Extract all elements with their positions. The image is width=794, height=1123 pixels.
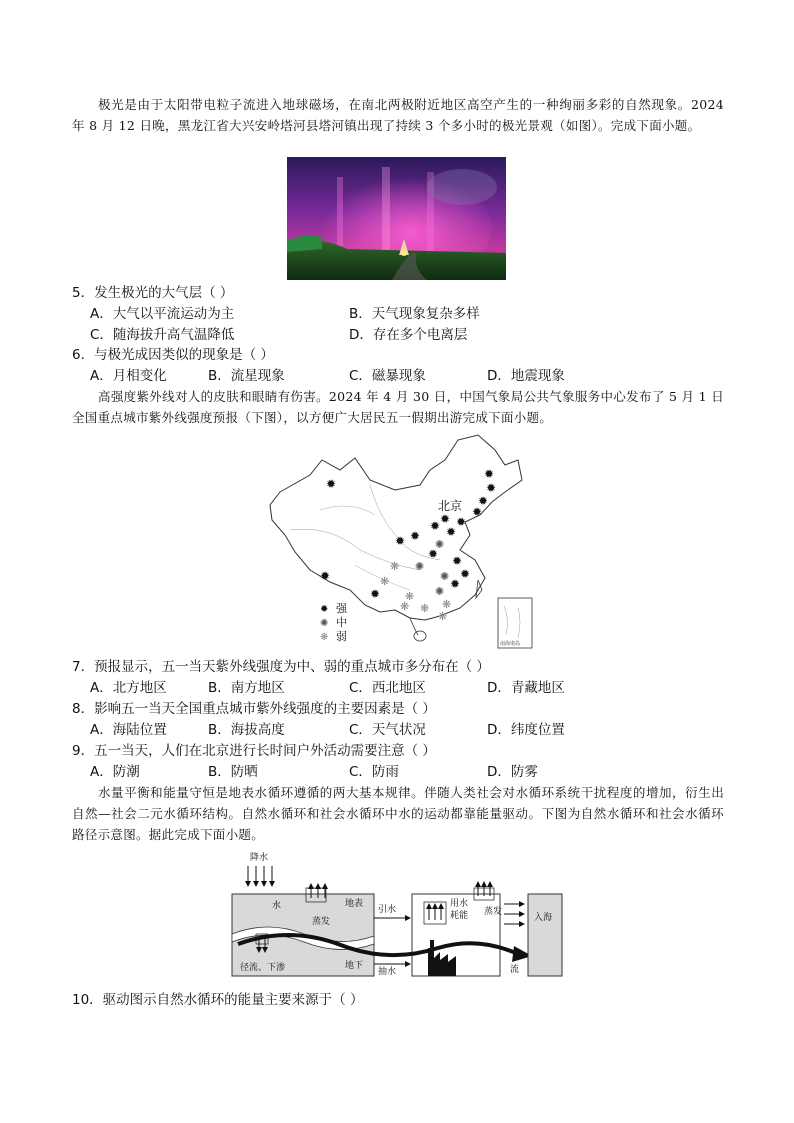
uv-marker-strong: ✹ xyxy=(478,494,489,508)
question-8-option-b: B．海拔高度 xyxy=(208,722,285,738)
uv-marker-strong: ✹ xyxy=(428,547,439,561)
uv-marker-medium: ✺ xyxy=(415,560,425,573)
uv-marker-strong: ✹ xyxy=(326,477,337,491)
question-7-option-d: D．青藏地区 xyxy=(487,680,565,696)
evaporation-label-2: 蒸发 xyxy=(484,907,503,917)
uv-marker-strong: ✹ xyxy=(410,529,421,543)
question-5-stem: 5．发生极光的大气层（ ） xyxy=(72,285,234,301)
sea-box xyxy=(528,894,562,976)
intro-paragraph-aurora: 极光是由于太阳带电粒子流进入地球磁场，在南北两极附近地区高空产生的一种绚丽多彩的自然现象。2024 年 8 月 12 日晚，黑龙江省大兴安岭塔河县塔河镇出现了持续 3 个多小时的极光景观（如图）。完成下面小题。 xyxy=(72,97,724,133)
question-7-stem: 7．预报显示，五一当天紫外线强度为中、弱的重点城市多分布在（ ） xyxy=(72,659,490,675)
intro-paragraph-uv: 高强度紫外线对人的皮肤和眼睛有伤害。2024 年 4 月 30 日，中国气象局公共气象服务中心发布了 5 月 1 日全国重点城市紫外线强度预报（下图），以方便广大居民五一假期出游完成下面小题。 xyxy=(72,389,724,425)
uv-intensity-map xyxy=(260,430,535,652)
question-8-option-d: D．纬度位置 xyxy=(487,722,565,738)
uv-marker-weak: ❋ xyxy=(442,598,452,611)
aurora-photo xyxy=(287,157,506,280)
legend-medium-label: 中 xyxy=(336,616,347,629)
uv-marker-weak: ❋ xyxy=(380,575,390,588)
uv-marker-medium: ✺ xyxy=(440,570,450,583)
legend-strong-label: 强 xyxy=(336,602,347,615)
divert-label: 引水 xyxy=(378,905,397,915)
uv-marker-strong: ✹ xyxy=(456,515,467,529)
uv-marker-weak: ❋ xyxy=(390,560,400,573)
legend-medium-icon: ✺ xyxy=(320,618,329,629)
legend-strong-icon: ✹ xyxy=(320,604,329,615)
question-9-option-b: B．防晒 xyxy=(208,764,258,780)
china-outline xyxy=(270,435,522,620)
uv-marker-medium: ✺ xyxy=(435,538,445,551)
question-6-option-c: C．磁暴现象 xyxy=(349,368,426,384)
question-9-stem: 9．五一当天，人们在北京进行长时间户外活动需要注意（ ） xyxy=(72,743,436,759)
uv-marker-strong: ✹ xyxy=(320,569,331,583)
uv-marker-strong: ✹ xyxy=(452,554,463,568)
question-5-option-b: B．天气现象复杂多样 xyxy=(349,306,480,322)
question-10-stem: 10．驱动图示自然水循环的能量主要来源于（ ） xyxy=(72,992,364,1008)
uv-marker-strong: ✹ xyxy=(484,467,495,481)
uv-marker-strong: ✹ xyxy=(395,534,406,548)
uv-marker-strong: ✹ xyxy=(486,481,497,495)
to-sea-label: 入海 xyxy=(534,913,553,923)
uv-marker-strong: ✹ xyxy=(446,525,457,539)
surface-label: 地表 xyxy=(345,899,364,909)
inset-label: 南海诸岛 xyxy=(500,641,521,647)
uv-marker-weak: ❋ xyxy=(400,600,410,613)
question-6-option-d: D．地震现象 xyxy=(487,368,565,384)
question-9-option-d: D．防雾 xyxy=(487,764,538,780)
uv-marker-strong: ✹ xyxy=(460,567,471,581)
water-use-label: 用水 xyxy=(450,899,469,909)
intro-paragraph-water-cycle: 水量平衡和能量守恒是地表水循环遵循的两大基本规律。伴随人类社会对水循环系统干扰程度的增加，衍生出自然—社会二元水循环结构。自然水循环和社会水循环中水的运动都靠能量驱动。下图为自然水循环和社会水循环路径示意图。据此完成下面小题。 xyxy=(72,785,724,842)
question-8-option-c: C．天气状况 xyxy=(349,722,426,738)
question-5-option-c: C．随海拔升高气温降低 xyxy=(90,327,235,343)
uv-marker-medium: ✺ xyxy=(435,585,445,598)
uv-marker-strong: ✹ xyxy=(370,587,381,601)
evaporation-label-1: 蒸发 xyxy=(312,917,331,927)
question-5-option-a: A．大气以平流运动为主 xyxy=(90,306,235,322)
legend-weak-icon: ❋ xyxy=(320,632,329,643)
uv-marker-strong: ✹ xyxy=(430,519,441,533)
underground-label: 地下 xyxy=(345,961,364,971)
water-cycle-diagram xyxy=(228,848,566,980)
question-9-option-a: A．防潮 xyxy=(90,764,140,780)
question-8-stem: 8．影响五一当天全国重点城市紫外线强度的主要因素是（ ） xyxy=(72,701,436,717)
question-7-option-c: C．西北地区 xyxy=(349,680,426,696)
uv-marker-strong: ✹ xyxy=(450,577,461,591)
uv-marker-weak: ❋ xyxy=(420,602,430,615)
energy-consumption-label: 耗能 xyxy=(450,911,469,921)
question-6-option-b: B．流星现象 xyxy=(208,368,285,384)
runoff-infiltration-label: 径流、下渗 xyxy=(240,963,286,973)
question-8-option-a: A．海陆位置 xyxy=(90,722,167,738)
question-7-option-b: B．南方地区 xyxy=(208,680,285,696)
legend-weak-label: 弱 xyxy=(336,630,347,643)
uv-marker-weak: ❋ xyxy=(405,590,415,603)
question-9-option-c: C．防雨 xyxy=(349,764,399,780)
uv-marker-strong: ✹ xyxy=(440,512,451,526)
uv-marker-weak: ❋ xyxy=(438,610,448,623)
question-6-stem: 6．与极光成因类似的现象是（ ） xyxy=(72,347,274,363)
water-label: 水 xyxy=(272,901,282,911)
pump-label: 抽水 xyxy=(378,967,397,977)
beijing-label: 北京 xyxy=(438,499,463,513)
flow-label: 流 xyxy=(510,965,520,975)
uv-marker-strong: ✹ xyxy=(472,505,483,519)
question-6-option-a: A．月相变化 xyxy=(90,368,167,384)
question-7-option-a: A．北方地区 xyxy=(90,680,167,696)
precipitation-label: 降水 xyxy=(250,853,269,863)
question-5-option-d: D．存在多个电离层 xyxy=(349,327,468,343)
